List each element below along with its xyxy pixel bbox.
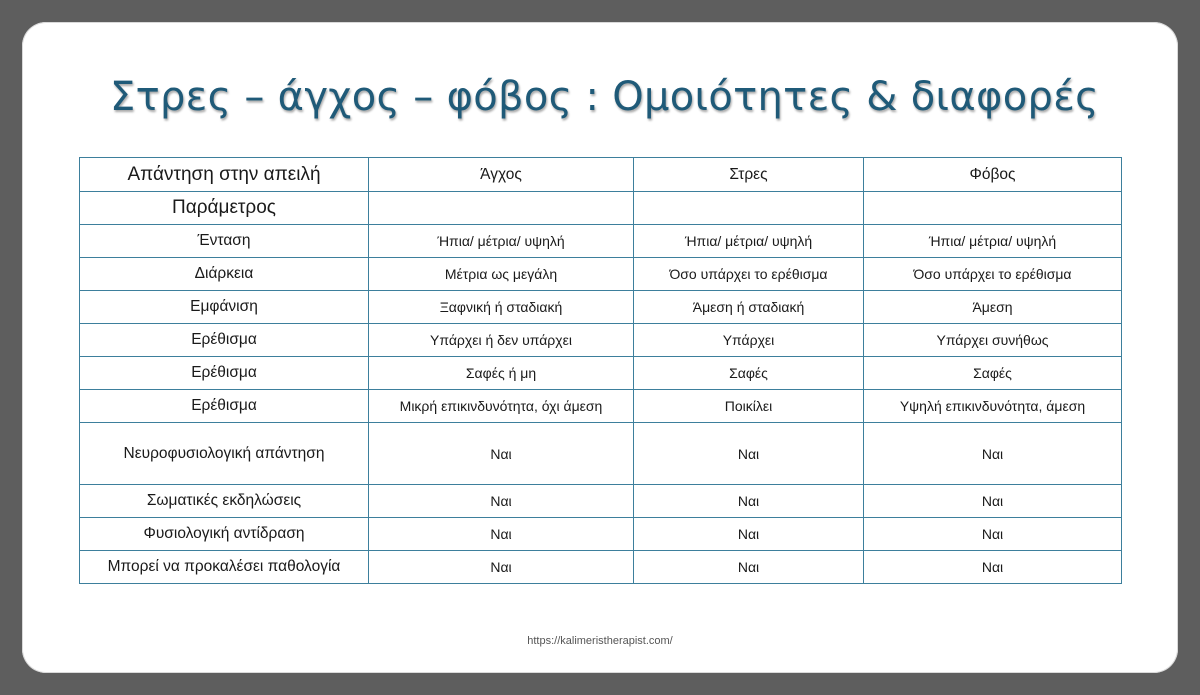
cell-parameter: Ερέθισμα [80, 324, 369, 357]
cell-anxiety: Ήπια/ μέτρια/ υψηλή [369, 225, 634, 258]
cell-anxiety: Ναι [369, 485, 634, 518]
cell-fear: Σαφές [864, 357, 1122, 390]
header-stress: Στρες [634, 158, 864, 192]
cell-stress: Ναι [634, 518, 864, 551]
cell-anxiety: Σαφές ή μη [369, 357, 634, 390]
footer-url: https://kalimeristherapist.com/ [527, 635, 673, 647]
table-row [80, 225, 1122, 258]
cell-anxiety: Ναι [369, 423, 634, 485]
cell-parameter: Ερέθισμα [80, 357, 369, 390]
subheader-empty-cell [864, 192, 1122, 225]
cell-fear: Ναι [864, 423, 1122, 485]
cell-stress: Ήπια/ μέτρια/ υψηλή [634, 225, 864, 258]
cell-stress: Υπάρχει [634, 324, 864, 357]
subheader-empty-cell [634, 192, 864, 225]
cell-parameter: Σωματικές εκδηλώσεις [80, 485, 369, 518]
cell-anxiety: Ναι [369, 551, 634, 584]
table-header-row [80, 158, 1122, 192]
cell-anxiety: Ξαφνική ή σταδιακή [369, 291, 634, 324]
subheader-parameter: Παράμετρος [80, 192, 369, 225]
table-row [80, 423, 1122, 485]
cell-fear: Ναι [864, 551, 1122, 584]
slide-title: Στρες – άγχος – φόβος : Ομοιότητες & διαφορές [110, 74, 1099, 120]
table-row [80, 551, 1122, 584]
table-row [80, 485, 1122, 518]
subheader-empty-cell [369, 192, 634, 225]
cell-fear: Ναι [864, 485, 1122, 518]
cell-parameter: Ερέθισμα [80, 390, 369, 423]
table-row [80, 518, 1122, 551]
cell-stress: Ναι [634, 485, 864, 518]
cell-stress: Ναι [634, 551, 864, 584]
cell-parameter: Διάρκεια [80, 258, 369, 291]
table-row [80, 258, 1122, 291]
table-row [80, 390, 1122, 423]
cell-fear: Όσο υπάρχει το ερέθισμα [864, 258, 1122, 291]
cell-fear: Ήπια/ μέτρια/ υψηλή [864, 225, 1122, 258]
cell-stress: Όσο υπάρχει το ερέθισμα [634, 258, 864, 291]
cell-parameter: Νευροφυσιολογική απάντηση [80, 423, 369, 485]
cell-anxiety: Μέτρια ως μεγάλη [369, 258, 634, 291]
header-threat-response: Απάντηση στην απειλή [80, 158, 369, 192]
cell-fear: Άμεση [864, 291, 1122, 324]
table-subheader-row [80, 192, 1122, 225]
cell-anxiety: Ναι [369, 518, 634, 551]
table-row [80, 324, 1122, 357]
table-row [80, 357, 1122, 390]
cell-anxiety: Υπάρχει ή δεν υπάρχει [369, 324, 634, 357]
table-row [80, 291, 1122, 324]
cell-stress: Σαφές [634, 357, 864, 390]
cell-anxiety: Μικρή επικινδυνότητα, όχι άμεση [369, 390, 634, 423]
cell-parameter: Εμφάνιση [80, 291, 369, 324]
header-anxiety: Άγχος [369, 158, 634, 192]
cell-stress: Ποικίλει [634, 390, 864, 423]
cell-parameter: Φυσιολογική αντίδραση [80, 518, 369, 551]
cell-fear: Ναι [864, 518, 1122, 551]
slide [22, 22, 1178, 673]
cell-parameter: Μπορεί να προκαλέσει παθολογία [80, 551, 369, 584]
header-fear: Φόβος [864, 158, 1122, 192]
cell-fear: Υπάρχει συνήθως [864, 324, 1122, 357]
cell-parameter: Ένταση [80, 225, 369, 258]
comparison-table [79, 157, 1122, 584]
cell-stress: Ναι [634, 423, 864, 485]
cell-fear: Υψηλή επικινδυνότητα, άμεση [864, 390, 1122, 423]
cell-stress: Άμεση ή σταδιακή [634, 291, 864, 324]
